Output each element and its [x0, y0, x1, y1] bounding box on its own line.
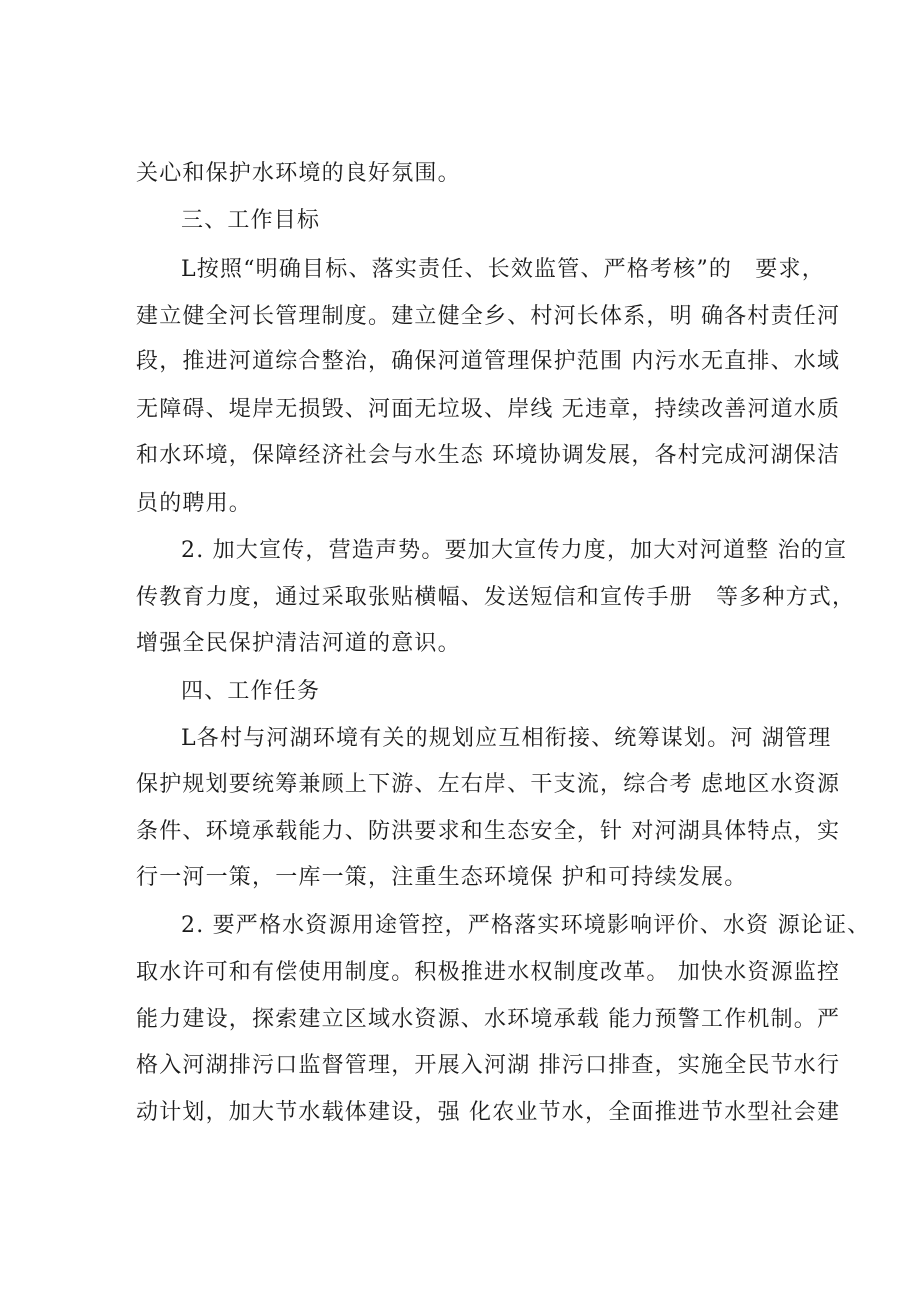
section-heading: 四、工作任务 [181, 679, 321, 704]
text-line: 保护规划要统筹兼顾上下游、左右岸、干支流，综合考 虑地区水资源 [136, 772, 841, 797]
text-line: 2. 要严格水资源用途管控，严格落实环境影响评价、水资 源论证、 [181, 913, 871, 938]
text-line: 建立健全河长管理制度。建立健全乡、村河长体系，明 确各村责任河 [136, 304, 841, 329]
text-line: L按照“明确目标、落实责任、长效监管、严格考核”的 要求， [181, 257, 825, 282]
text-line: 无障碍、堤岸无损毁、河面无垃圾、岸线 无违章，持续改善河道水质 [136, 397, 841, 422]
text-line: 动计划，加大节水载体建设，强 化农业节水，全面推进节水型社会建 [136, 1100, 841, 1125]
text-line: 取水许可和有偿使用制度。积极推进水权制度改革。 加快水资源监控 [136, 960, 841, 985]
text-line: 和水环境，保障经济社会与水生态 环境协调发展，各村完成河湖保洁 [136, 443, 841, 468]
text-line: 能力建设，探索建立区域水资源、水环境承载 能力预警工作机制。严 [136, 1007, 841, 1032]
text-line: 传教育力度，通过采取张贴横幅、发送短信和宣传手册 等多种方式， [136, 585, 856, 610]
text-line: L各村与河湖环境有关的规划应互相衔接、统筹谋划。河 湖管理 [181, 726, 832, 751]
text-line: 2. 加大宣传，营造声势。要加大宣传力度，加大对河道整 治的宣 [181, 538, 848, 563]
text-line: 员的聘用。 [136, 491, 253, 516]
text-line: 条件、环境承载能力、防洪要求和生态安全，针 对河湖具体特点，实 [136, 819, 841, 844]
text-line: 格入河湖排污口监督管理，开展入河湖 排污口排查，实施全民节水行 [136, 1053, 841, 1078]
text-line: 增强全民保护清洁河道的意识。 [136, 631, 461, 656]
text-line: 行一河一策，一库一策，注重生态环境保 护和可持续发展。 [136, 865, 748, 890]
text-line: 关心和保护水环境的良好氛围。 [136, 161, 461, 186]
section-heading: 三、工作目标 [181, 208, 321, 233]
text-line: 段，推进河道综合整治，确保河道管理保护范围 内污水无直排、水域 [136, 349, 841, 374]
